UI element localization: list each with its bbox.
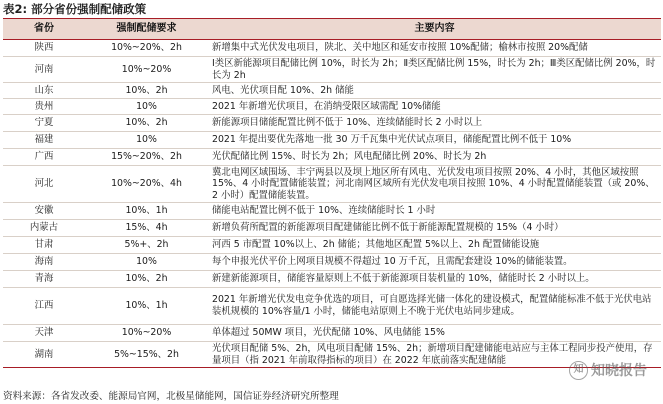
content-cell: Ⅰ类区新能源项目配储比例 10%，时长为 2h；Ⅱ类区配储比例 15%，时长为 2h；Ⅲ类区配储比例 20%，时长为 2h [208,57,661,83]
table-row [3,288,661,325]
province-cell: 安徽 [3,203,85,220]
requirement-cell: 10%~20%、2h [85,40,208,57]
content-cell: 新能源项目储能配置比例不低于 10%、连续储能时长 2 小时以上 [208,115,661,132]
table-row [3,237,661,254]
table-row [3,203,661,220]
province-cell: 内蒙古 [3,220,85,237]
requirement-cell: 5%~15%、2h [85,342,208,368]
content-cell: 新增集中式光伏发电项目，陕北、关中地区和延安市按照 10%配储；榆林市按照 20%配储 [208,40,661,57]
requirement-cell: 10% [85,99,208,115]
content-cell: 2021 年新增光伏发电竞争优选的项目，可自愿选择光储一体化的建设模式，配置储能标准不低于光伏电站装机规模的 10%容量/1 小时，储能电站原则上不晚于光伏电站同步建成。 [208,288,661,325]
content-cell: 风电、光伏项目配 10%、2h 储能 [208,83,661,99]
province-cell: 甘肃 [3,237,85,254]
content-cell: 新建新能源项目，储能容量原则上不低于新能源项目装机量的 10%，储能时长 2 小时以上。 [208,271,661,288]
watermark [569,360,647,380]
requirement-cell: 10%、1h [85,203,208,220]
table-row [3,149,661,166]
province-cell: 河南 [3,57,85,83]
header-requirement: 强制配储要求 [85,19,208,40]
content-cell: 每个申报光伏平价上网项目规模不得超过 10 万千瓦，且需配套建设 10%的储能装置。 [208,254,661,271]
requirement-cell: 10%、2h [85,271,208,288]
table-row [3,325,661,342]
requirement-cell: 10%~20% [85,57,208,83]
table-row [3,342,661,368]
province-cell: 山东 [3,83,85,99]
table-row [3,166,661,203]
province-cell: 天津 [3,325,85,342]
source-note: 资料来源：各省发改委、能源局官网，北极星储能网，国信证券经济研究所整理 [3,391,339,402]
content-cell: 储能电站配置比例不低于 10%、连续储能时长 1 小时 [208,203,661,220]
requirement-cell: 10%~20% [85,325,208,342]
province-cell: 江西 [3,288,85,325]
header-content: 主要内容 [208,19,661,40]
table-header-row [3,19,661,40]
requirement-cell: 10% [85,132,208,149]
province-cell: 湖南 [3,342,85,368]
requirement-cell: 5%+、2h [85,237,208,254]
header-province: 省份 [3,19,85,40]
requirement-cell: 10%、2h [85,83,208,99]
province-cell: 河北 [3,166,85,203]
content-cell: 2021 年提出要优先落地一批 30 万千瓦集中光伏试点项目，储能配置比例不低于 10% [208,132,661,149]
province-cell: 贵州 [3,99,85,115]
province-cell: 宁夏 [3,115,85,132]
policy-table [3,18,661,368]
province-cell: 广西 [3,149,85,166]
table-title: 表2: 部分省份强制配储政策 [3,2,147,16]
province-cell: 福建 [3,132,85,149]
table-row [3,115,661,132]
content-cell: 光伏项目配储 5%、2h，风电项目配储 15%、2h；新增项目配建储能电站应与主体工程同步投产使用，存量项目（指 2021 年前取得指标的项目）在 2022 年底前落实配建储能 [208,342,661,368]
table-row [3,132,661,149]
content-cell: 光伏配储比例 15%、时长为 2h；风电配储比例 20%、时长为 2h [208,149,661,166]
requirement-cell: 15%、4h [85,220,208,237]
province-cell: 陕西 [3,40,85,57]
content-cell: 冀北电网区域围场、丰宁两县以及坝上地区所有风电、光伏发电项目按照 20%、4 小时，其他区域按照 15%、4 小时配置储能装置；河北南网区域所有光伏发电项目按照 10%、4 小时配置储能装置（或 20%、2 小时）配置储能装置。 [208,166,661,203]
requirement-cell: 10%~20%、4h [85,166,208,203]
requirement-cell: 15%~20%、2h [85,149,208,166]
requirement-cell: 10%、2h [85,115,208,132]
content-cell: 2021 年新增光伏项目，在消纳受限区域需配 10%储能 [208,99,661,115]
table-row [3,271,661,288]
content-cell: 单体超过 50MW 项目，光伏配储 10%、风电储能 15% [208,325,661,342]
content-cell: 河西 5 市配置 10%以上、2h 储能；其他地区配置 5%以上、2h 配置储能设施 [208,237,661,254]
table-row [3,83,661,99]
table-row [3,99,661,115]
table-row [3,57,661,83]
table-row [3,40,661,57]
watermark-label: 知晓报告 [591,363,647,379]
requirement-cell: 10%、1h [85,288,208,325]
table-row [3,220,661,237]
zhihu-logo-icon: 知 [569,361,588,380]
content-cell: 新增负荷所配置的新能源项目配建储能比例不低于新能源配置规模的 15%（4 小时） [208,220,661,237]
province-cell: 青海 [3,271,85,288]
table-row [3,254,661,271]
requirement-cell: 10% [85,254,208,271]
province-cell: 海南 [3,254,85,271]
